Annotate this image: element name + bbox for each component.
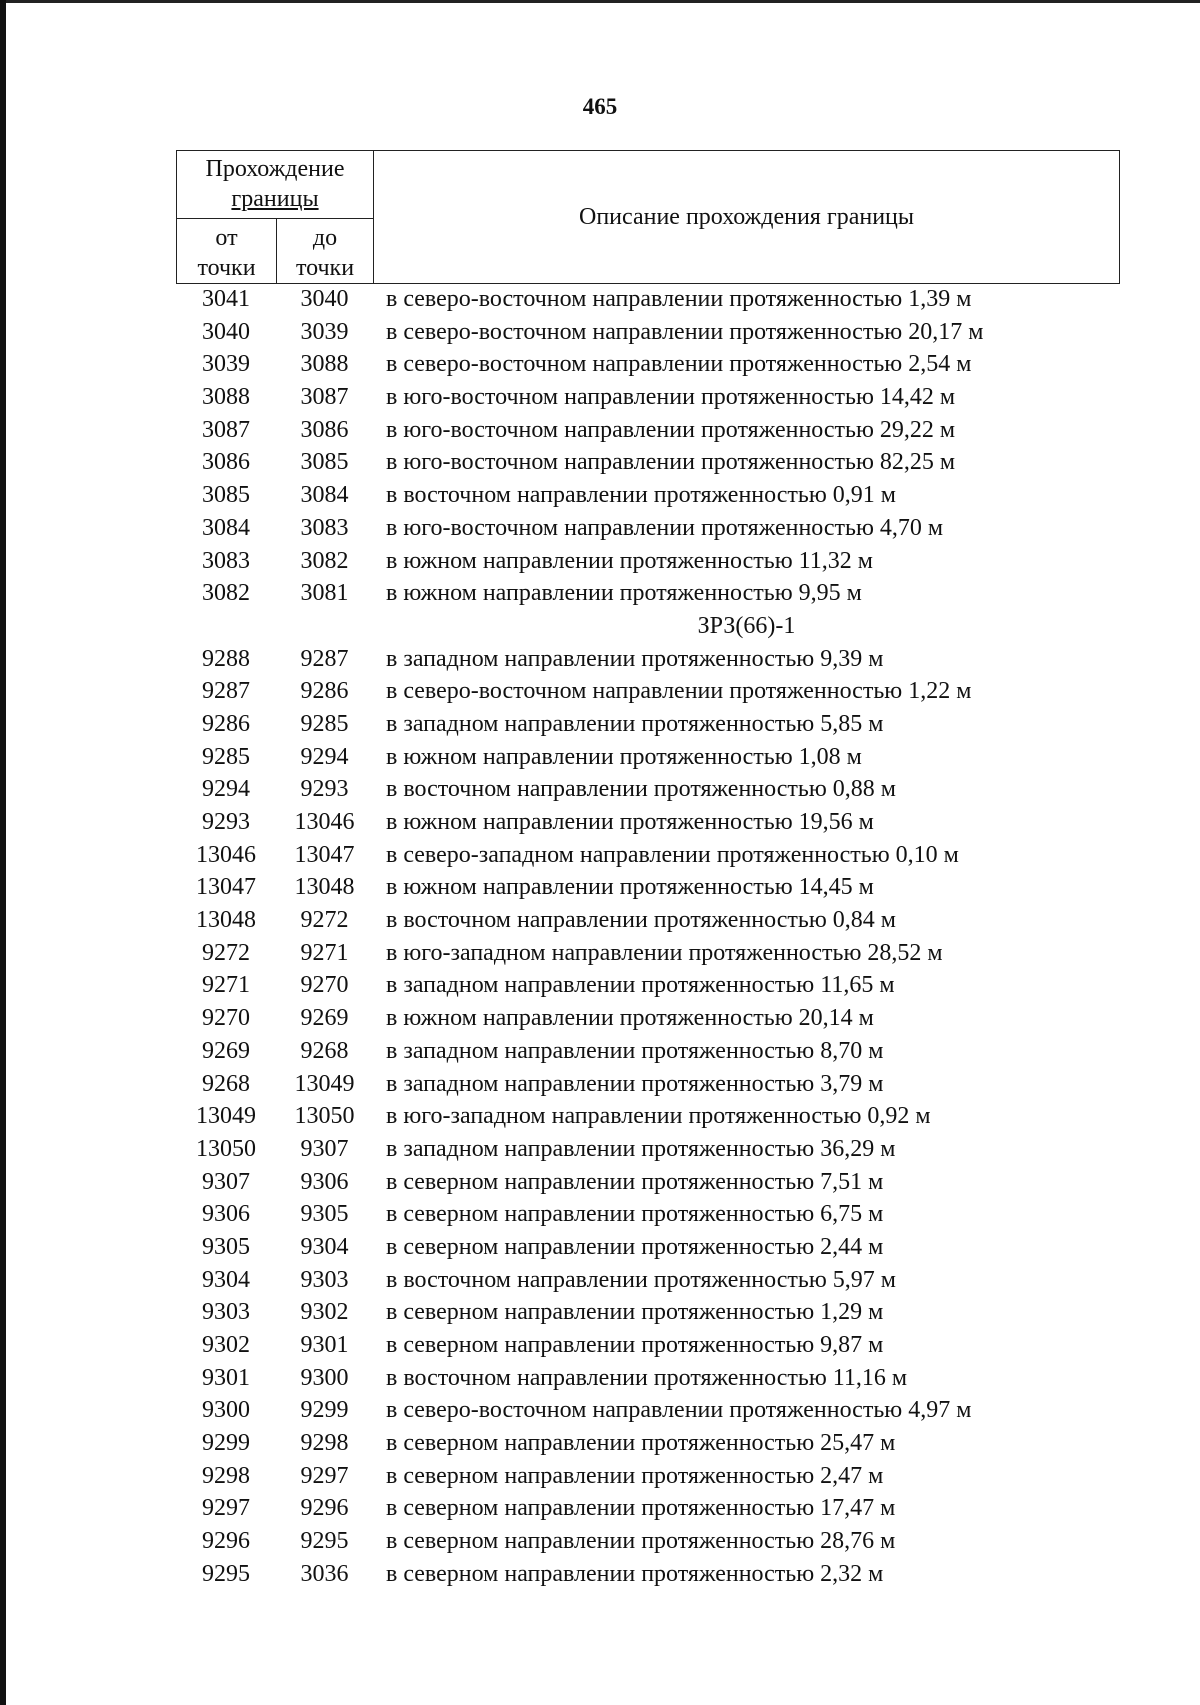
table-row — [176, 773, 1120, 806]
table-row — [176, 316, 1120, 349]
to-point-cell: 9299 — [300, 1397, 349, 1424]
description-cell: в восточном направлении протяженностью 0,91 м — [386, 482, 896, 509]
to-point-cell: 3039 — [300, 318, 349, 345]
to-point-cell: 9295 — [300, 1528, 349, 1555]
from-point-cell: 3086 — [202, 449, 250, 476]
table-row — [176, 806, 1120, 839]
table-row — [176, 512, 1120, 545]
scan-edge-left — [0, 0, 6, 1705]
to-point-cell: 9296 — [300, 1495, 349, 1522]
from-point-cell: 3087 — [202, 416, 250, 443]
table-row — [176, 1492, 1120, 1525]
from-point-cell: 9300 — [202, 1397, 250, 1424]
header-passage-line1: Прохождение — [205, 156, 345, 182]
description-cell: в южном направлении протяженностью 14,45 м — [386, 874, 874, 901]
to-point-cell: 9285 — [300, 710, 349, 737]
description-cell: в южном направлении протяженностью 1,08 м — [386, 743, 862, 770]
header-from-line2: точки — [197, 255, 256, 281]
description-cell: в западном направлении протяженностью 8,70 м — [386, 1037, 884, 1064]
to-point-cell: 9298 — [300, 1430, 349, 1457]
table-row — [176, 446, 1120, 479]
to-point-cell: 9300 — [300, 1364, 349, 1391]
from-point-cell: 3039 — [202, 351, 250, 378]
header-to-line2: точки — [295, 255, 355, 281]
from-point-cell: 9271 — [202, 972, 250, 999]
table-row — [176, 904, 1120, 937]
table-row — [176, 643, 1120, 676]
from-point-cell: 13047 — [196, 874, 256, 901]
description-cell: в северо-западном направлении протяженностью 0,10 м — [386, 841, 959, 868]
header-from-point — [177, 219, 277, 283]
to-point-cell: 9305 — [300, 1201, 349, 1228]
description-cell: в юго-восточном направлении протяженностью 82,25 м — [386, 449, 956, 476]
table-row — [176, 871, 1120, 904]
description-cell: в северном направлении протяженностью 9,87 м — [386, 1332, 884, 1358]
from-point-cell: 3041 — [202, 286, 250, 312]
header-passage — [177, 151, 374, 219]
header-to-line1: до — [312, 225, 338, 251]
table-row — [176, 577, 1120, 610]
from-point-cell: 9303 — [202, 1299, 250, 1326]
from-point-cell: 13049 — [196, 1103, 256, 1130]
description-cell: в северном направлении протяженностью 1,29 м — [386, 1299, 884, 1326]
from-point-cell: 3084 — [202, 514, 250, 541]
to-point-cell: 9306 — [300, 1168, 349, 1195]
table-row — [176, 1558, 1120, 1591]
table-row — [176, 1525, 1120, 1558]
from-point-cell: 9285 — [202, 743, 250, 770]
to-point-cell: 13049 — [294, 1070, 355, 1097]
from-point-cell: 3040 — [202, 318, 250, 345]
description-cell: в северном направлении протяженностью 25,47 м — [386, 1430, 896, 1457]
to-point-cell: 9272 — [300, 907, 349, 934]
table-row — [176, 969, 1120, 1002]
to-point-cell: 9301 — [300, 1332, 349, 1358]
to-point-cell: 3036 — [300, 1560, 349, 1587]
header-passage-line2: границы — [231, 186, 319, 212]
description-cell: в западном направлении протяженностью 36,29 м — [386, 1135, 896, 1162]
to-point-cell: 9302 — [300, 1299, 349, 1326]
to-point-cell: 9270 — [300, 972, 349, 999]
table-body — [176, 283, 1120, 1591]
table-row — [176, 479, 1120, 512]
table-row — [176, 1362, 1120, 1395]
table-row — [176, 283, 1120, 316]
description-cell: в юго-западном направлении протяженностью 0,92 м — [386, 1103, 931, 1130]
description-cell: в юго-восточном направлении протяженностью 14,42 м — [386, 384, 956, 411]
description-cell: в юго-западном направлении протяженностью 28,52 м — [386, 939, 943, 966]
to-point-cell: 9303 — [300, 1266, 349, 1293]
from-point-cell: 9268 — [202, 1070, 250, 1097]
description-cell: в южном направлении протяженностью 20,14 м — [386, 1005, 874, 1032]
table-row — [176, 1198, 1120, 1231]
description-cell: в западном направлении протяженностью 11,65 м — [386, 972, 895, 999]
description-cell: в восточном направлении протяженностью 11,16 м — [386, 1364, 908, 1391]
table-row — [176, 1329, 1120, 1362]
table-row — [176, 1002, 1120, 1035]
to-point-cell: 9286 — [300, 678, 349, 705]
to-point-cell: 9304 — [300, 1233, 349, 1260]
page-number: 465 — [582, 94, 618, 119]
description-cell: в северном направлении протяженностью 2,47 м — [386, 1462, 884, 1489]
table-row — [176, 1100, 1120, 1133]
from-point-cell: 9306 — [202, 1201, 250, 1228]
from-point-cell: 9304 — [202, 1266, 250, 1293]
description-cell: в юго-восточном направлении протяженностью 4,70 м — [386, 514, 944, 541]
to-point-cell: 9271 — [300, 939, 349, 966]
description-cell: в западном направлении протяженностью 9,39 м — [386, 645, 884, 672]
description-cell: в северо-восточном направлении протяженностью 2,54 м — [386, 351, 972, 378]
to-point-cell: 3084 — [300, 482, 349, 509]
scan-edge-top — [0, 0, 1200, 3]
from-point-cell: 9269 — [202, 1037, 250, 1064]
section-heading-row — [176, 610, 1120, 643]
to-point-cell: 9294 — [300, 743, 349, 770]
to-point-cell: 13046 — [294, 809, 355, 835]
from-point-cell: 13048 — [196, 907, 256, 934]
from-point-cell: 9272 — [202, 939, 250, 966]
description-cell: в восточном направлении протяженностью 0,84 м — [386, 907, 896, 934]
description-cell: в северном направлении протяженностью 7,51 м — [386, 1168, 884, 1195]
to-point-cell: 9307 — [300, 1135, 349, 1162]
description-cell: в западном направлении протяженностью 3,79 м — [386, 1070, 884, 1097]
description-cell: в южном направлении протяженностью 19,56 м — [386, 809, 874, 835]
table-row — [176, 381, 1120, 414]
table-row — [176, 741, 1120, 774]
table-row — [176, 1394, 1120, 1427]
description-cell: в северном направлении протяженностью 2,44 м — [386, 1233, 884, 1260]
table-row — [176, 839, 1120, 872]
table-row — [176, 1133, 1120, 1166]
table-row — [176, 1460, 1120, 1493]
table-header — [176, 150, 1120, 284]
from-point-cell: 13050 — [196, 1135, 256, 1162]
description-cell: в северном направлении протяженностью 28,76 м — [386, 1528, 896, 1555]
header-description: Описание прохождения границы — [578, 204, 914, 230]
description-cell: в северо-восточном направлении протяженностью 1,22 м — [386, 678, 972, 705]
table-row — [176, 708, 1120, 741]
to-point-cell: 3083 — [300, 514, 349, 541]
from-point-cell: 9299 — [202, 1430, 250, 1457]
table-row — [176, 1231, 1120, 1264]
table-row — [176, 1264, 1120, 1297]
table-row — [176, 414, 1120, 447]
from-point-cell: 9293 — [202, 809, 250, 835]
from-point-cell: 9296 — [202, 1528, 250, 1555]
from-point-cell: 9305 — [202, 1233, 250, 1260]
from-point-cell: 9298 — [202, 1462, 250, 1489]
section-title: ЗРЗ(66)-1 — [697, 612, 796, 639]
table-row — [176, 1296, 1120, 1329]
description-cell: в южном направлении протяженностью 11,32 м — [386, 547, 873, 574]
to-point-cell: 13050 — [294, 1103, 355, 1130]
from-point-cell: 9288 — [202, 645, 250, 672]
description-cell: в южном направлении протяженностью 9,95 м — [386, 580, 862, 607]
from-point-cell: 9287 — [202, 678, 250, 705]
description-cell: в северном направлении протяженностью 17,47 м — [386, 1495, 896, 1522]
from-point-cell: 9270 — [202, 1005, 250, 1032]
to-point-cell: 3086 — [300, 416, 349, 443]
header-to-point — [277, 219, 374, 283]
description-cell: в западном направлении протяженностью 5,85 м — [386, 710, 884, 737]
to-point-cell: 9287 — [300, 645, 349, 672]
to-point-cell: 3085 — [300, 449, 349, 476]
table-row — [176, 937, 1120, 970]
table-row — [176, 348, 1120, 381]
from-point-cell: 3085 — [202, 482, 250, 509]
description-cell: в северном направлении протяженностью 2,32 м — [386, 1560, 884, 1587]
from-point-cell: 9307 — [202, 1168, 250, 1195]
description-cell: в восточном направлении протяженностью 0,88 м — [386, 776, 896, 803]
description-cell: в северо-восточном направлении протяженностью 4,97 м — [386, 1397, 972, 1424]
from-point-cell: 3082 — [202, 580, 250, 607]
from-point-cell: 9295 — [202, 1560, 250, 1587]
to-point-cell: 9293 — [300, 776, 349, 803]
from-point-cell: 9286 — [202, 710, 250, 737]
to-point-cell: 9269 — [300, 1005, 349, 1032]
table-row — [176, 545, 1120, 578]
to-point-cell: 9297 — [300, 1462, 349, 1489]
header-from-line1: от — [215, 225, 238, 251]
to-point-cell: 9268 — [300, 1037, 349, 1064]
from-point-cell: 13046 — [196, 841, 256, 868]
from-point-cell: 9297 — [202, 1495, 250, 1522]
to-point-cell: 13048 — [294, 874, 355, 901]
description-cell: в восточном направлении протяженностью 5,97 м — [386, 1266, 896, 1293]
description-cell: в северном направлении протяженностью 6,75 м — [386, 1201, 884, 1228]
to-point-cell: 3082 — [300, 547, 349, 574]
table-row — [176, 1035, 1120, 1068]
table-row — [176, 675, 1120, 708]
from-point-cell: 3088 — [202, 384, 250, 411]
to-point-cell: 13047 — [294, 841, 355, 868]
description-cell: в северо-восточном направлении протяженностью 1,39 м — [386, 286, 972, 312]
description-cell: в юго-восточном направлении протяженностью 29,22 м — [386, 416, 956, 443]
to-point-cell: 3081 — [300, 580, 349, 607]
description-cell: в северо-восточном направлении протяженностью 20,17 м — [386, 318, 984, 345]
from-point-cell: 9302 — [202, 1332, 250, 1358]
table-row — [176, 1427, 1120, 1460]
to-point-cell: 3087 — [300, 384, 349, 411]
table-row — [176, 1068, 1120, 1101]
from-point-cell: 9301 — [202, 1364, 250, 1391]
to-point-cell: 3040 — [300, 286, 349, 312]
to-point-cell: 3088 — [300, 351, 349, 378]
table-row — [176, 1166, 1120, 1199]
from-point-cell: 9294 — [202, 776, 250, 803]
from-point-cell: 3083 — [202, 547, 250, 574]
